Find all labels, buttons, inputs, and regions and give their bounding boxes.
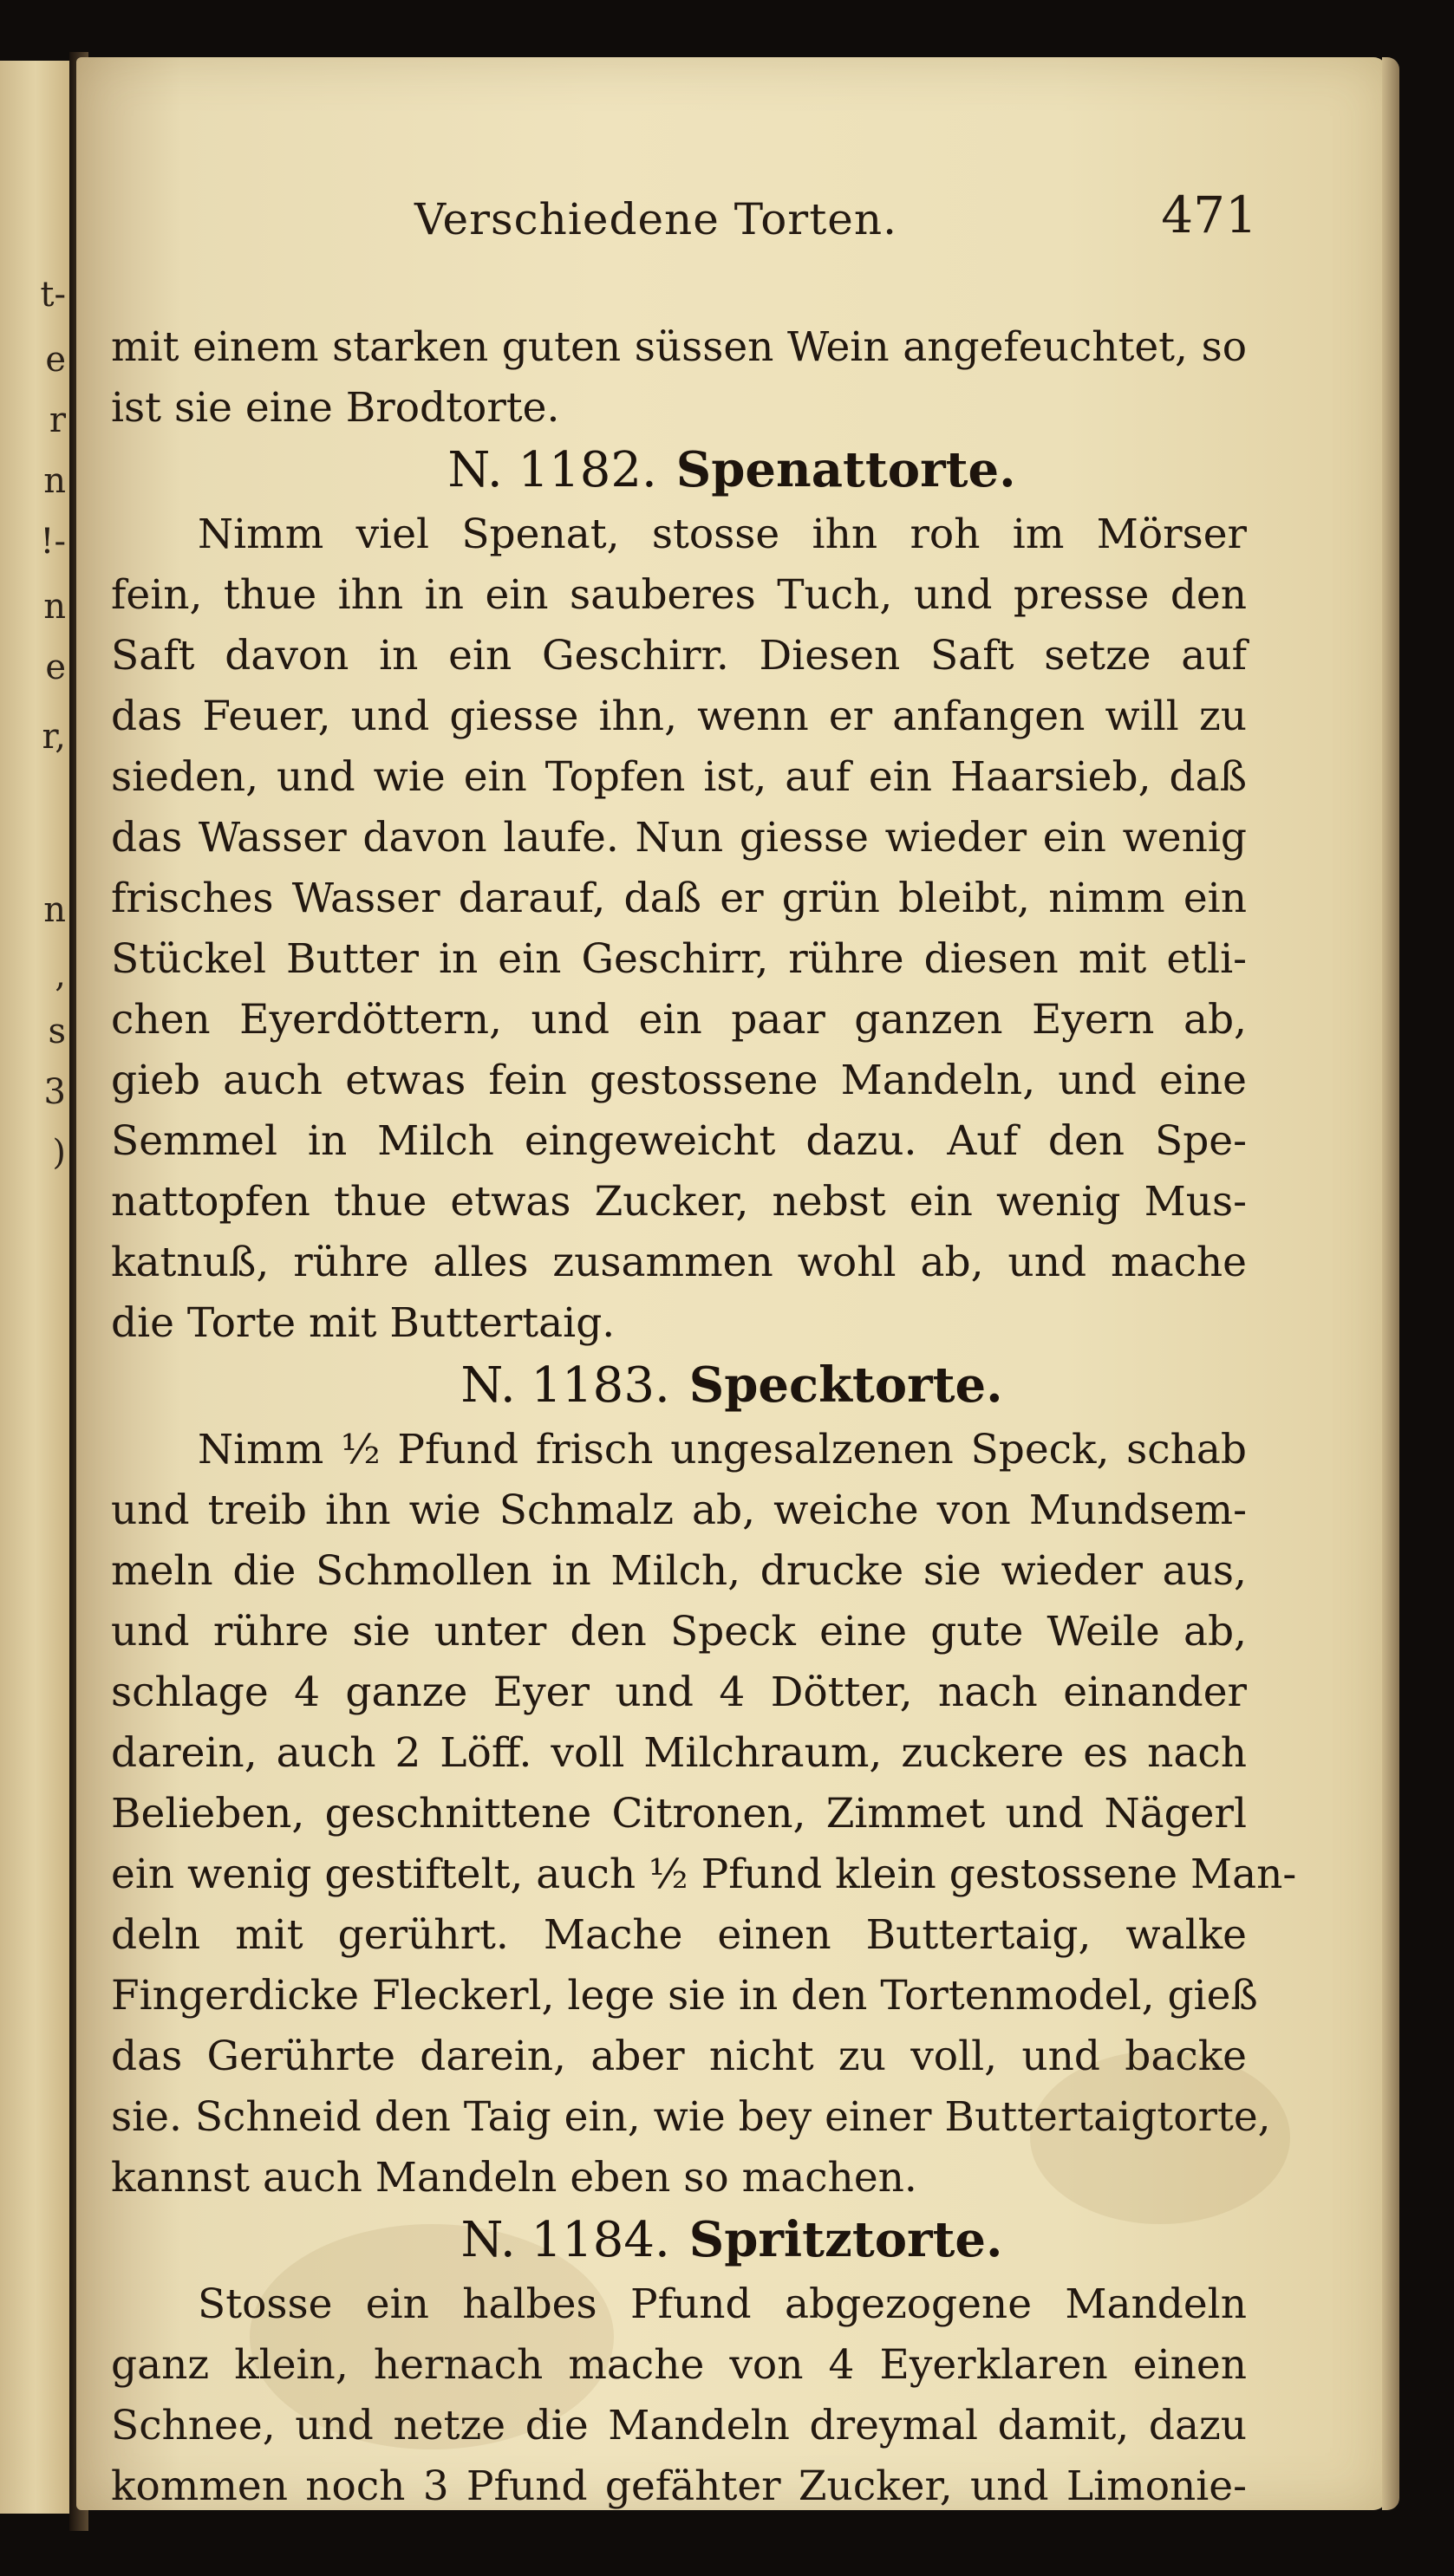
recipe-heading	[76, 1350, 1387, 1420]
text-line: sieden, und wie ein Topfen ist, auf ein Haarsieb, daß	[111, 753, 1247, 801]
text-line: Saft davon in ein Geschirr. Diesen Saft setze auf	[111, 632, 1247, 680]
text-line: schlage 4 ganze Eyer und 4 Dötter, nach einander	[111, 1669, 1247, 1716]
text-line: das Gerührte darein, aber nicht zu voll, und backe	[111, 2033, 1247, 2080]
prev-page-fragment: !-	[40, 522, 66, 562]
text-line: das Wasser davon laufe. Nun giesse wieder ein wenig	[111, 814, 1247, 862]
text-line: deln mit gerührt. Mache einen Buttertaig, walke	[111, 1911, 1247, 1959]
text-line: mit einem starken guten süssen Wein angefeuchtet, so	[111, 323, 1247, 371]
text-line: Stosse ein halbes Pfund abgezogene Mandeln	[198, 2280, 1247, 2328]
prev-page-fragment: ,	[55, 955, 66, 995]
text-line: Nimm ½ Pfund frisch ungesalzenen Speck, schab	[198, 1426, 1247, 1473]
text-line: meln die Schmollen in Milch, drucke sie wieder aus,	[111, 1547, 1247, 1595]
text-line: chen Eyerdöttern, und ein paar ganzen Eyern ab,	[111, 996, 1247, 1044]
prev-page-fragment: e	[45, 340, 66, 380]
prev-page-fragment: n	[43, 587, 66, 627]
recipe-heading	[76, 435, 1387, 504]
text-line: Schnee, und netze die Mandeln dreymal damit, dazu	[111, 2402, 1247, 2449]
text-line: die Torte mit Buttertaig.	[111, 1299, 616, 1347]
prev-page-fragment: r,	[42, 717, 66, 757]
prev-page-fragment: n	[43, 461, 66, 501]
text-line: Nimm viel Spenat, stosse ihn roh im Mörser	[198, 511, 1247, 558]
prev-page-fragment: r	[49, 400, 66, 440]
recipe-title: Spenattorte.	[675, 441, 1016, 498]
recipe-number: N. 1182.	[447, 442, 657, 498]
text-line: ein wenig gestiftelt, auch ½ Pfund klein gestossene Man-	[111, 1851, 1297, 1898]
text-line: sie. Schneid den Taig ein, wie bey einer Buttertaigtorte,	[111, 2093, 1271, 2141]
book-page	[76, 57, 1387, 2510]
page-edge	[1382, 57, 1399, 2510]
recipe-heading	[76, 2205, 1387, 2274]
prev-page-fragment: e	[45, 647, 66, 687]
prev-page-fragment: s	[48, 1012, 66, 1051]
text-line: nattopfen thue etwas Zucker, nebst ein wenig Mus-	[111, 1178, 1247, 1226]
text-line: Fingerdicke Fleckerl, lege sie in den Tortenmodel, gieß	[111, 1972, 1258, 2020]
text-line: kannst auch Mandeln eben so machen.	[111, 2154, 917, 2202]
text-line: das Feuer, und giesse ihn, wenn er anfangen will zu	[111, 693, 1247, 740]
recipe-title: Spritztorte.	[688, 2211, 1003, 2268]
prev-page-fragment: n	[43, 890, 66, 930]
text-line: ganz klein, hernach mache von 4 Eyerklaren einen	[111, 2341, 1247, 2389]
recipe-title: Specktorte.	[688, 1356, 1003, 1414]
previous-page-edge	[0, 61, 74, 2514]
running-head	[76, 185, 1387, 255]
text-line: Stückel Butter in ein Geschirr, rühre diesen mit etli-	[111, 935, 1247, 983]
text-line: Belieben, geschnittene Citronen, Zimmet und Nägerl	[111, 1790, 1247, 1838]
text-line: gieb auch etwas fein gestossene Mandeln, und eine	[111, 1057, 1247, 1104]
recipe-number: N. 1183.	[460, 1357, 670, 1414]
text-line: ist sie eine Brodtorte.	[111, 384, 560, 432]
running-title: Verschiedene Torten.	[414, 194, 897, 244]
text-line: darein, auch 2 Löff. voll Milchraum, zuckere es nach	[111, 1729, 1247, 1777]
text-line: frisches Wasser darauf, daß er grün bleibt, nimm ein	[111, 875, 1247, 922]
text-line: katnuß, rühre alles zusammen wohl ab, und mache	[111, 1239, 1247, 1286]
text-line: und rühre sie unter den Speck eine gute Weile ab,	[111, 1608, 1247, 1656]
text-line: kommen noch 3 Pfund gefähter Zucker, und Limonie-	[111, 2462, 1247, 2510]
prev-page-fragment: )	[52, 1133, 66, 1173]
prev-page-fragment: t-	[40, 275, 66, 315]
recipe-number: N. 1184.	[460, 2212, 670, 2268]
page-number: 471	[1161, 185, 1257, 244]
prev-page-fragment: 3	[43, 1072, 66, 1112]
text-line: Semmel in Milch eingeweicht dazu. Auf den Spe-	[111, 1117, 1247, 1165]
text-line: fein, thue ihn in ein sauberes Tuch, und presse den	[111, 571, 1247, 619]
text-line: und treib ihn wie Schmalz ab, weiche von Mundsem-	[111, 1486, 1247, 1534]
